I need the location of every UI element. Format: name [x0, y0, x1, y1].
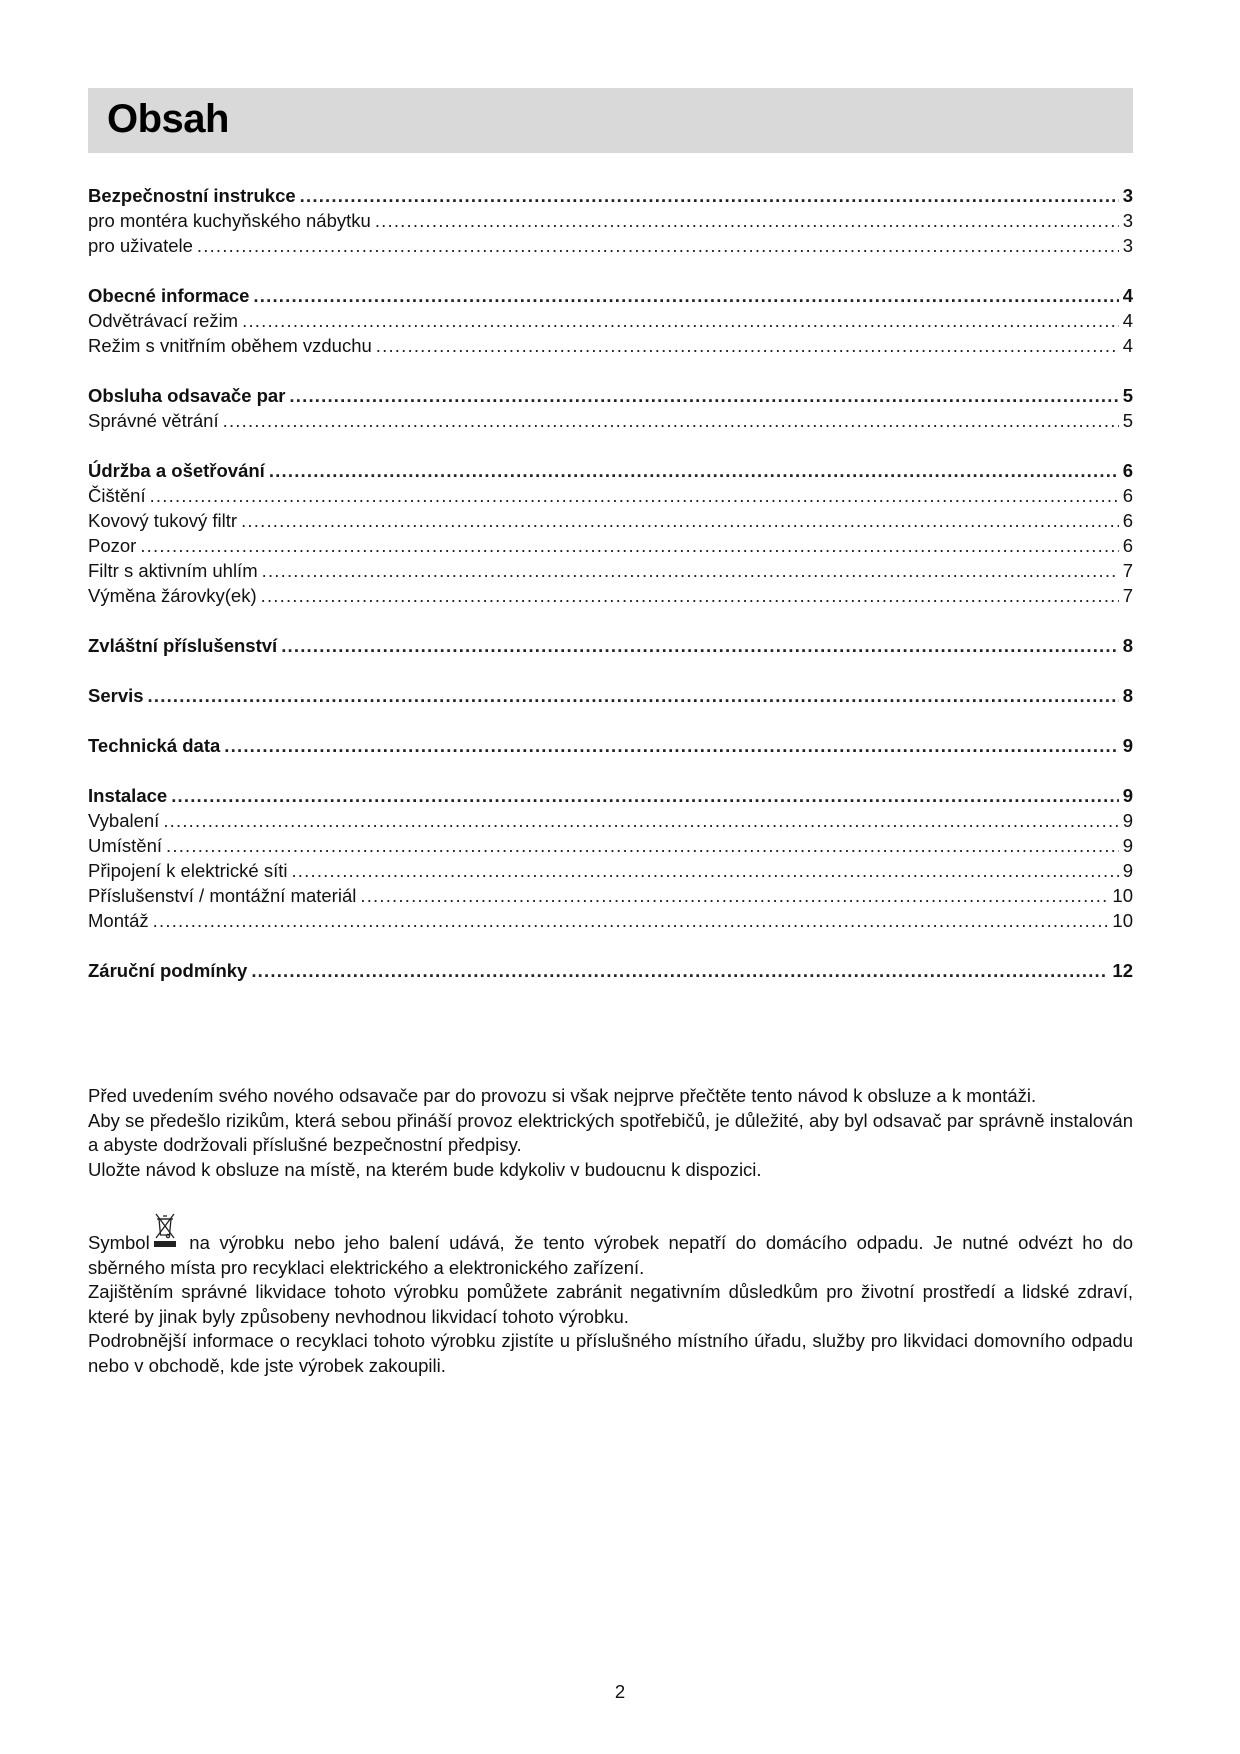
- toc-entry-page: 8: [1122, 635, 1133, 656]
- dot-leader: [163, 808, 1118, 833]
- dot-leader: [153, 908, 1109, 933]
- toc-entry-label: Čištění: [88, 485, 146, 506]
- toc-spacer: [88, 658, 1133, 683]
- dot-leader: [289, 383, 1118, 408]
- toc-section-entry[interactable]: [88, 733, 1133, 758]
- toc-subsection-entry[interactable]: [88, 808, 1133, 833]
- toc-subsection-entry[interactable]: [88, 408, 1133, 433]
- toc-section-entry[interactable]: [88, 633, 1133, 658]
- toc-section-entry[interactable]: [88, 783, 1133, 808]
- toc-entry-label: Obecné informace: [88, 285, 250, 306]
- dot-leader: [241, 508, 1119, 533]
- toc-entry-label: Servis: [88, 685, 144, 706]
- dot-leader: [150, 483, 1119, 508]
- toc-entry-label: Umístění: [88, 835, 163, 856]
- toc-entry-label: Obsluha odsavače par: [88, 385, 286, 406]
- toc-entry-page: 6: [1122, 485, 1133, 506]
- dot-leader: [300, 183, 1119, 208]
- dot-leader: [242, 308, 1119, 333]
- toc-subsection-entry[interactable]: [88, 208, 1133, 233]
- toc-entry-label: Filtr s aktivním uhlím: [88, 560, 258, 581]
- toc-entry-page: 9: [1122, 810, 1133, 831]
- toc-entry-label: Pozor: [88, 535, 137, 556]
- toc-subsection-entry[interactable]: [88, 583, 1133, 608]
- toc-spacer: [88, 758, 1133, 783]
- dot-leader: [171, 783, 1119, 808]
- disposal-line-1: [88, 1231, 1133, 1280]
- symbol-prefix: Symbol: [88, 1232, 150, 1253]
- dot-leader: [269, 458, 1119, 483]
- toc-subsection-entry[interactable]: [88, 533, 1133, 558]
- toc-spacer: [88, 933, 1133, 958]
- disposal-line-3: Podrobnější informace o recyklaci tohoto výrobku zjistíte u příslušného místního úřadu, služby pro likvidaci domovního odpadu nebo v obchodě, kde jste výrobek zakoupili.: [88, 1330, 1133, 1376]
- toc-spacer: [88, 708, 1133, 733]
- disposal-line-2: Zajištěním správné likvidace tohoto výrobku pomůžete zabránit negativním důsledkům pro životní prostředí a lidské zdraví, které by jinak byly způsobeny nevhodnou likvidací tohoto výrobku.: [88, 1281, 1133, 1327]
- toc-subsection-entry[interactable]: [88, 883, 1133, 908]
- toc-subsection-entry[interactable]: [88, 858, 1133, 883]
- toc-subsection-entry[interactable]: [88, 483, 1133, 508]
- dot-leader: [224, 733, 1118, 758]
- toc-entry-page: 9: [1122, 860, 1133, 881]
- toc-entry-label: Režim s vnitřním oběhem vzduchu: [88, 335, 372, 356]
- dot-leader: [262, 558, 1119, 583]
- symbol-suffix: na výrobku nebo jeho balení udává, že tento výrobek nepatří do domácího odpadu. Je nutné odvézt ho do sběrného místa pro recyklaci elektrického a elektronického zařízení.: [88, 1232, 1133, 1278]
- toc-entry-page: 5: [1122, 410, 1133, 431]
- toc-entry-page: 7: [1122, 585, 1133, 606]
- dot-leader: [166, 833, 1119, 858]
- toc-entry-label: pro uživatele: [88, 235, 193, 256]
- toc-subsection-entry[interactable]: [88, 333, 1133, 358]
- disposal-paragraph: [88, 1231, 1133, 1379]
- toc-entry-label: Zvláštní příslušenství: [88, 635, 278, 656]
- page-number: 2: [614, 1681, 626, 1702]
- toc-subsection-entry[interactable]: [88, 908, 1133, 933]
- intro-line-1: Před uvedením svého nového odsavače par do provozu si však nejprve přečtěte tento návod k obsluze a k montáži.: [88, 1085, 1037, 1106]
- toc-entry-label: Údržba a ošetřování: [88, 460, 265, 481]
- toc-entry-label: Montáž: [88, 910, 149, 931]
- toc-entry-page: 4: [1122, 335, 1133, 356]
- toc-entry-page: 4: [1122, 285, 1133, 306]
- toc-entry-label: Výměna žárovky(ek): [88, 585, 257, 606]
- toc-entry-page: 9: [1122, 835, 1133, 856]
- dot-leader: [140, 533, 1118, 558]
- toc-spacer: [88, 258, 1133, 283]
- dot-leader: [148, 683, 1119, 708]
- toc-entry-page: 4: [1122, 310, 1133, 331]
- toc-spacer: [88, 608, 1133, 633]
- toc-section-entry[interactable]: [88, 383, 1133, 408]
- toc-subsection-entry[interactable]: [88, 558, 1133, 583]
- table-of-contents: [88, 183, 1133, 983]
- toc-entry-page: 7: [1122, 560, 1133, 581]
- toc-subsection-entry[interactable]: [88, 508, 1133, 533]
- dot-leader: [376, 333, 1119, 358]
- dot-leader: [261, 583, 1119, 608]
- toc-entry-page: 9: [1122, 735, 1133, 756]
- dot-leader: [253, 283, 1118, 308]
- intro-line-2: Aby se předešlo rizikům, která sebou přináší provoz elektrických spotřebičů, je důležité, aby byl odsavač par správně instalován a abyste dodržovali příslušné bezpečnostní předpisy.: [88, 1109, 1133, 1156]
- toc-entry-page: 3: [1122, 185, 1133, 206]
- toc-entry-label: Technická data: [88, 735, 221, 756]
- toc-section-entry[interactable]: [88, 683, 1133, 708]
- crossed-out-wheelie-bin-icon: [152, 1231, 178, 1251]
- intro-paragraph: [88, 1084, 1133, 1182]
- toc-section-entry[interactable]: [88, 958, 1133, 983]
- dot-leader: [375, 208, 1119, 233]
- toc-section-entry[interactable]: [88, 183, 1133, 208]
- dot-leader: [197, 233, 1119, 258]
- toc-entry-page: 6: [1122, 460, 1133, 481]
- toc-entry-page: 6: [1122, 535, 1133, 556]
- toc-entry-page: 10: [1112, 910, 1133, 931]
- toc-subsection-entry[interactable]: [88, 233, 1133, 258]
- title-banner: [88, 88, 1133, 153]
- dot-leader: [281, 633, 1119, 658]
- toc-entry-label: Vybalení: [88, 810, 160, 831]
- dot-leader: [291, 858, 1118, 883]
- dot-leader: [223, 408, 1119, 433]
- toc-entry-page: 3: [1122, 210, 1133, 231]
- intro-line-3: Uložte návod k obsluze na místě, na kterém bude kdykoliv v budoucnu k dispozici.: [88, 1158, 762, 1180]
- toc-entry-label: pro montéra kuchyňského nábytku: [88, 210, 371, 231]
- toc-entry-page: 8: [1122, 685, 1133, 706]
- page-title: Obsah: [107, 97, 229, 141]
- toc-entry-page: 9: [1122, 785, 1133, 806]
- toc-section-entry[interactable]: [88, 283, 1133, 308]
- toc-entry-page: 10: [1112, 885, 1133, 906]
- toc-spacer: [88, 358, 1133, 383]
- toc-subsection-entry[interactable]: [88, 308, 1133, 333]
- dot-leader: [251, 958, 1108, 983]
- dot-leader: [360, 883, 1108, 908]
- toc-entry-page: 6: [1122, 510, 1133, 531]
- toc-entry-label: Kovový tukový filtr: [88, 510, 238, 531]
- toc-entry-page: 5: [1122, 385, 1133, 406]
- toc-section-entry[interactable]: [88, 458, 1133, 483]
- toc-entry-label: Bezpečnostní instrukce: [88, 185, 296, 206]
- toc-entry-label: Připojení k elektrické síti: [88, 860, 288, 881]
- toc-entry-label: Správné větrání: [88, 410, 219, 431]
- toc-entry-label: Odvětrávací režim: [88, 310, 239, 331]
- toc-subsection-entry[interactable]: [88, 833, 1133, 858]
- toc-entry-label: Příslušenství / montážní materiál: [88, 885, 357, 906]
- toc-entry-label: Záruční podmínky: [88, 960, 248, 981]
- toc-spacer: [88, 433, 1133, 458]
- toc-entry-page: 3: [1122, 235, 1133, 256]
- toc-entry-page: 12: [1112, 960, 1133, 981]
- toc-entry-label: Instalace: [88, 785, 168, 806]
